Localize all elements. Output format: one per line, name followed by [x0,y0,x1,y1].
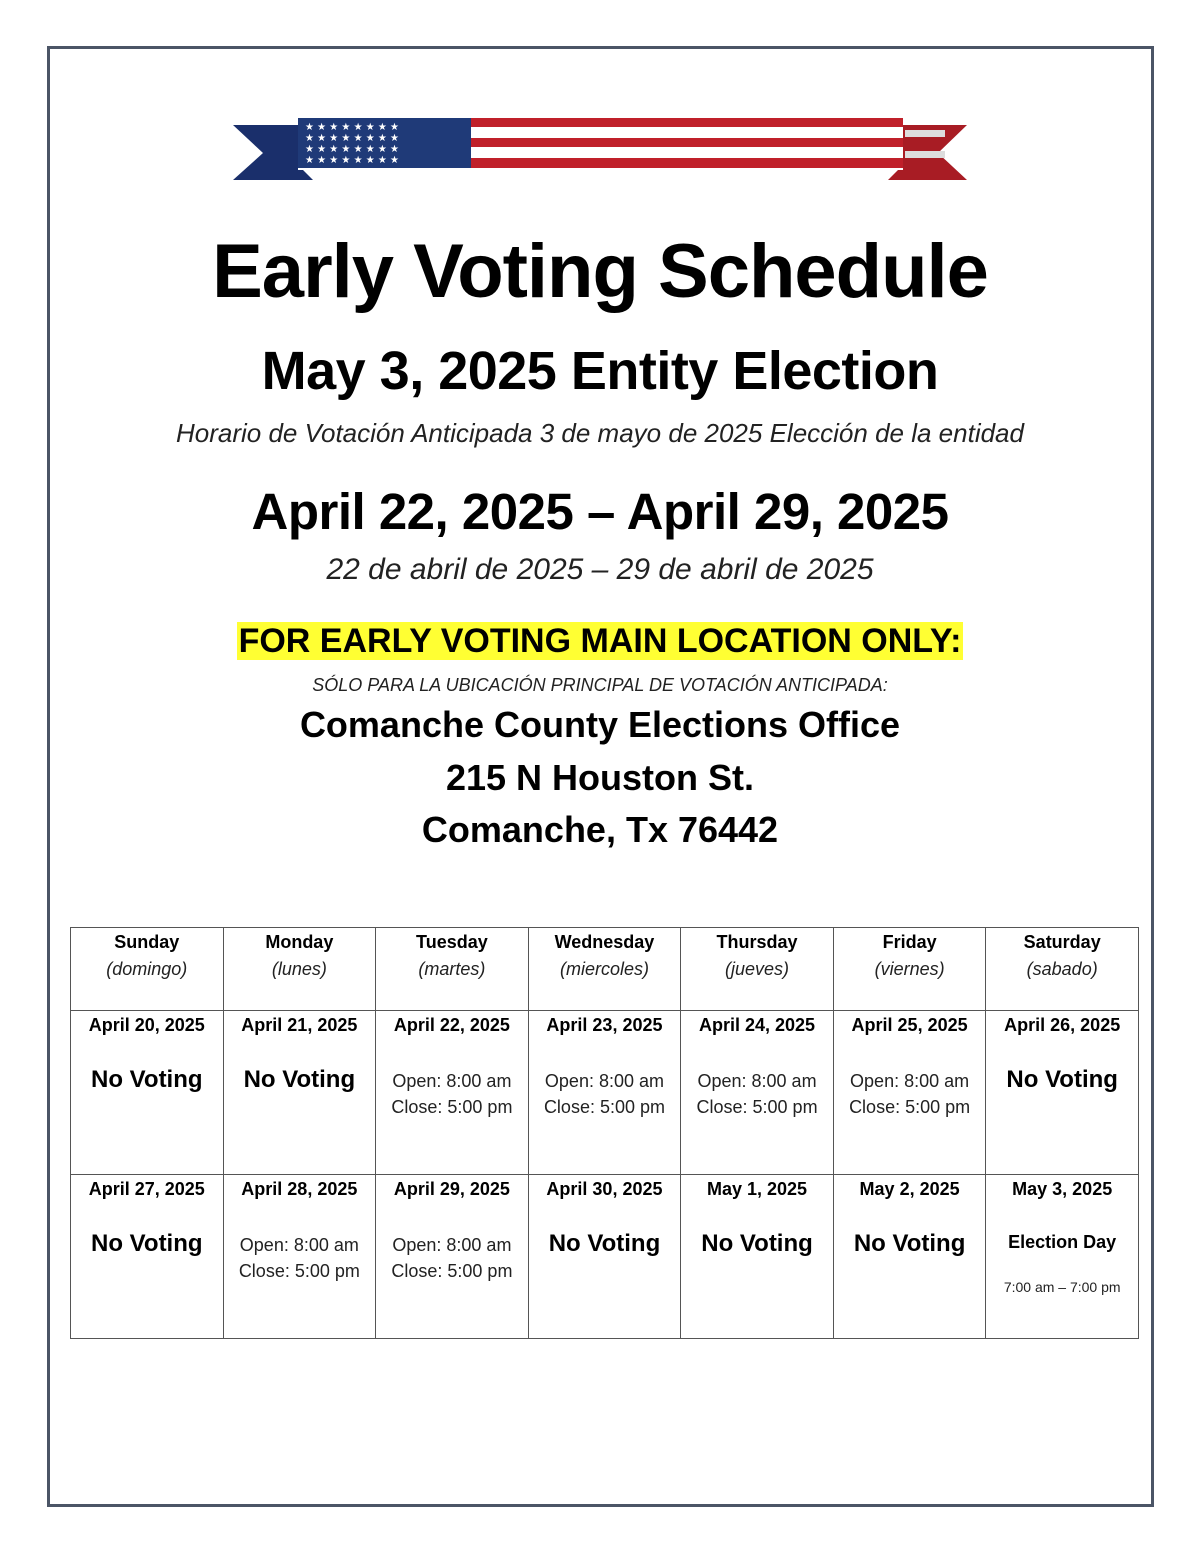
weekday-header [376,928,529,1011]
voting-hours [681,1068,833,1120]
weekday-header [833,928,986,1011]
weekday-name: Wednesday [554,932,655,952]
day-cell [528,1175,681,1339]
close-time: Close: 5:00 pm [696,1097,818,1117]
svg-text:★ ★ ★ ★ ★ ★ ★ ★: ★ ★ ★ ★ ★ ★ ★ ★ [305,122,399,133]
day-date: April 27, 2025 [88,1179,205,1199]
day-cell [376,1175,529,1339]
no-voting-label: No Voting [853,1230,966,1257]
day-date: April 22, 2025 [393,1015,510,1035]
week-row [71,1175,1139,1339]
no-voting-label: No Voting [243,1066,356,1093]
day-cell [986,1011,1139,1175]
open-time: Open: 8:00 am [697,1071,817,1091]
weekday-name-spanish: (lunes) [271,959,327,979]
day-date: April 20, 2025 [88,1015,205,1035]
voting-hours [224,1232,376,1284]
weekday-header [71,928,224,1011]
weekday-name-spanish: (sabado) [1026,959,1098,979]
election-day-label: Election Day [1008,1232,1117,1252]
weekday-header [223,928,376,1011]
weekday-header-row [71,928,1139,1011]
election-subtitle-spanish: Horario de Votación Anticipada 3 de mayo de 2025 Elección de la entidad [176,418,1024,448]
day-cell [833,1175,986,1339]
weekday-name-spanish: (jueves) [725,959,790,979]
day-cell [71,1011,224,1175]
day-date: April 26, 2025 [1004,1015,1121,1035]
voting-hours [376,1232,528,1284]
location-notice-spanish: SÓLO PARA LA UBICACIÓN PRINCIPAL DE VOTACIÓN ANTICIPADA: [312,675,888,695]
day-cell [681,1175,834,1339]
day-date: April 23, 2025 [546,1015,663,1035]
weekday-name-spanish: (martes) [418,959,486,979]
weekday-header [528,928,681,1011]
weekday-header [681,928,834,1011]
weekday-name: Tuesday [416,932,488,952]
day-date: April 28, 2025 [241,1179,358,1199]
page-title: Early Voting Schedule [212,229,988,314]
location-notice-text: FOR EARLY VOTING MAIN LOCATION ONLY: [238,622,962,660]
day-cell [833,1011,986,1175]
weekday-header [986,928,1139,1011]
election-day-hours: 7:00 am – 7:00 pm [1003,1279,1121,1295]
voting-hours [529,1068,681,1120]
location-notice [0,622,1200,661]
office-city: Comanche, Tx 76442 [421,809,779,850]
day-cell [376,1011,529,1175]
close-time: Close: 5:00 pm [391,1097,513,1117]
day-date: May 3, 2025 [1012,1179,1113,1199]
day-date: April 24, 2025 [698,1015,816,1035]
close-time: Close: 5:00 pm [238,1261,360,1281]
open-time: Open: 8:00 am [850,1071,970,1091]
schedule-calendar [70,927,1139,1339]
day-date: April 29, 2025 [393,1179,510,1199]
date-range: April 22, 2025 – April 29, 2025 [251,483,949,540]
american-flag-banner-icon [233,115,967,183]
open-time: Open: 8:00 am [392,1071,512,1091]
election-subtitle: May 3, 2025 Entity Election [261,341,939,401]
day-cell [71,1175,224,1339]
svg-text:★ ★ ★ ★ ★ ★ ★ ★: ★ ★ ★ ★ ★ ★ ★ ★ [305,133,399,144]
no-voting-label: No Voting [548,1230,661,1257]
weekday-name: Thursday [716,932,798,952]
close-time: Close: 5:00 pm [391,1261,513,1281]
weekday-name: Friday [882,932,937,952]
weekday-name-spanish: (domingo) [106,959,188,979]
day-cell [528,1011,681,1175]
day-cell [681,1011,834,1175]
day-date: May 1, 2025 [706,1179,808,1199]
date-range-spanish: 22 de abril de 2025 – 29 de abril de 2025 [326,553,874,586]
open-time: Open: 8:00 am [392,1235,512,1255]
svg-text:★ ★ ★ ★ ★ ★ ★ ★: ★ ★ ★ ★ ★ ★ ★ ★ [305,155,399,166]
office-name: Comanche County Elections Office [299,704,901,745]
day-date: April 21, 2025 [241,1015,358,1035]
no-voting-label: No Voting [91,1230,203,1257]
voting-hours [834,1068,986,1120]
weekday-name: Sunday [114,932,180,952]
weekday-name: Saturday [1023,932,1101,952]
close-time: Close: 5:00 pm [543,1097,665,1117]
no-voting-label: No Voting [1006,1066,1118,1093]
day-cell [223,1011,376,1175]
weekday-name-spanish: (viernes) [874,959,945,979]
close-time: Close: 5:00 pm [849,1097,971,1117]
open-time: Open: 8:00 am [544,1071,664,1091]
office-street: 215 N Houston St. [445,757,755,798]
no-voting-label: No Voting [701,1230,813,1257]
voting-hours [376,1068,528,1120]
day-date: April 25, 2025 [851,1015,968,1035]
no-voting-label: No Voting [91,1066,203,1093]
weekday-name: Monday [265,932,334,952]
day-date: May 2, 2025 [859,1179,960,1199]
weekday-name-spanish: (miercoles) [559,959,649,979]
day-cell [986,1175,1139,1339]
week-row [71,1011,1139,1175]
open-time: Open: 8:00 am [239,1235,359,1255]
day-cell [223,1175,376,1339]
day-date: April 30, 2025 [546,1179,663,1199]
svg-text:★ ★ ★ ★ ★ ★ ★ ★: ★ ★ ★ ★ ★ ★ ★ ★ [305,144,399,155]
